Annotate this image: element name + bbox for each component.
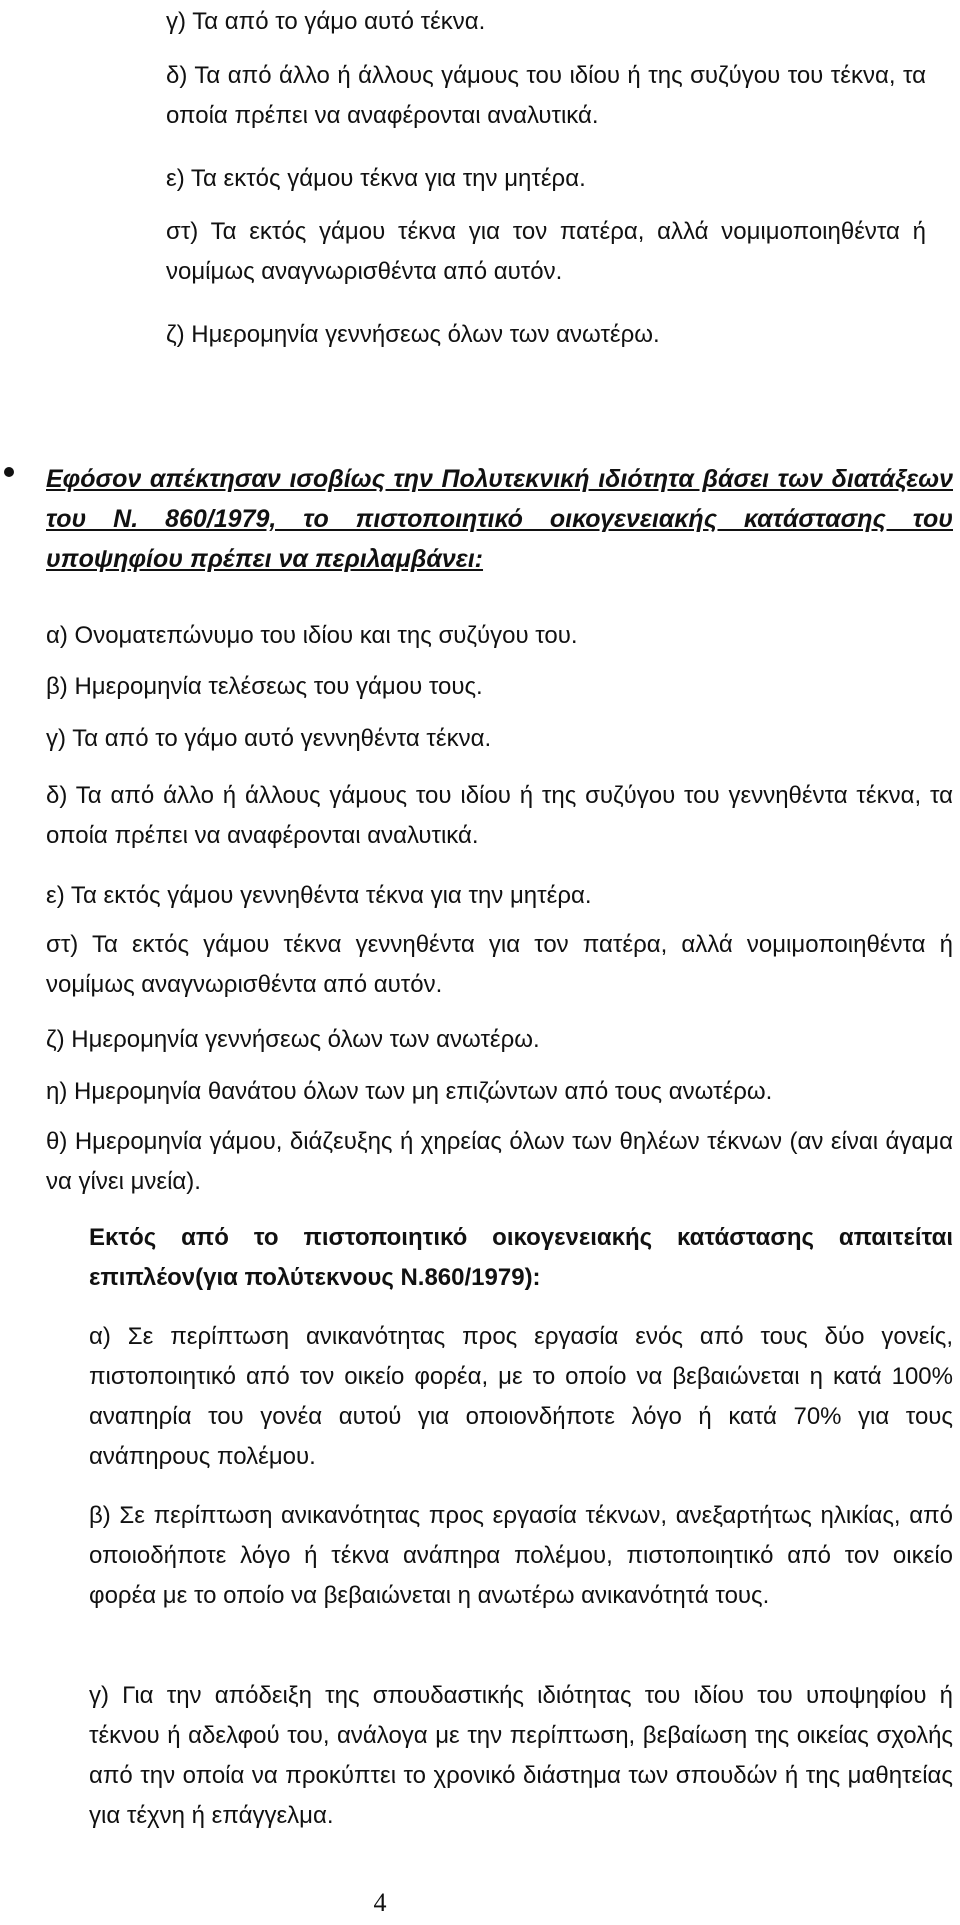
extra-heading: Εκτός από το πιστοποιητικό οικογενειακής κατάστασης απαιτείται επιπλέον(για πολύτεκνους Ν.860/1979):	[89, 1224, 953, 1291]
second-item-g: γ) Τα από το γάμο αυτό γεννηθέντα τέκνα.	[46, 725, 492, 752]
page-number: 4	[373, 1888, 387, 1917]
top-item-st: στ) Τα εκτός γάμου τέκνα για τον πατέρα, αλλά νομιμοποιηθέντα ή νομίμως αναγνωρισθέντα από αυτόν.	[166, 218, 926, 285]
extra-item-a: α) Σε περίπτωση ανικανότητας προς εργασία ενός από τους δύο γονείς, πιστοποιητικό από τον οικείο φορέα, με το οποίο να βεβαιώνεται η κατά 100% αναπηρία του γονέα αυτού για οποιονδήποτε λόγο ή κατά 70% για τους ανάπηρους πολέμου.	[89, 1323, 953, 1470]
second-item-z: ζ) Ημερομηνία γεννήσεως όλων των ανωτέρω.	[46, 1026, 540, 1053]
second-item-a: α) Ονοματεπώνυμο του ιδίου και της συζύγου του.	[46, 622, 578, 649]
section-heading: Εφόσον απέκτησαν ισοβίως την Πολυτεκνική ιδιότητα βάσει των διατάξεων του Ν. 860/1979, το πιστοποιητικό οικογενειακής κατάστασης του υποψηφίου πρέπει να περιλαμβάνει:	[46, 465, 953, 573]
second-item-h: η) Ημερομηνία θανάτου όλων των μη επιζώντων από τους ανωτέρω.	[46, 1078, 773, 1105]
second-item-th: θ) Ημερομηνία γάμου, διάζευξης ή χηρείας όλων των θηλέων τέκνων (αν είναι άγαμα να γίνει μνεία).	[46, 1128, 953, 1195]
top-item-d: δ) Τα από άλλο ή άλλους γάμους του ιδίου ή της συζύγου του τέκνα, τα οποία πρέπει να αναφέρονται αναλυτικά.	[166, 62, 926, 129]
second-item-b: β) Ημερομηνία τελέσεως του γάμου τους.	[46, 673, 483, 700]
bullet-icon	[4, 467, 14, 477]
extra-item-g: γ) Για την απόδειξη της σπουδαστικής ιδιότητας του ιδίου του υποψηφίου ή τέκνου ή αδελφού του, ανάλογα με την περίπτωση, βεβαίωση της οικείας σχολής από την οποία να προκύπτει το χρονικό διάστημα των σπουδών ή της μαθητείας για τέχνη ή επάγγελμα.	[89, 1682, 953, 1829]
extra-item-b: β) Σε περίπτωση ανικανότητας προς εργασία τέκνων, ανεξαρτήτως ηλικίας, από οποιοδήποτε λόγο ή τέκνα ανάπηρα πολέμου, πιστοποιητικό από τον οικείο φορέα με το οποίο να βεβαιώνεται η ανωτέρω ανικανότητά τους.	[89, 1502, 953, 1609]
top-item-e: ε) Τα εκτός γάμου τέκνα για την μητέρα.	[166, 165, 586, 192]
second-item-d: δ) Τα από άλλο ή άλλους γάμους του ιδίου ή της συζύγου του γεννηθέντα τέκνα, τα οποία πρέπει να αναφέρονται αναλυτικά.	[46, 782, 953, 849]
top-item-g: γ) Τα από το γάμο αυτό τέκνα.	[166, 8, 486, 35]
second-item-st: στ) Τα εκτός γάμου τέκνα γεννηθέντα για τον πατέρα, αλλά νομιμοποιηθέντα ή νομίμως αναγνωρισθέντα από αυτόν.	[46, 931, 953, 998]
top-item-z: ζ) Ημερομηνία γεννήσεως όλων των ανωτέρω.	[166, 321, 660, 348]
second-item-e: ε) Τα εκτός γάμου γεννηθέντα τέκνα για την μητέρα.	[46, 882, 592, 909]
